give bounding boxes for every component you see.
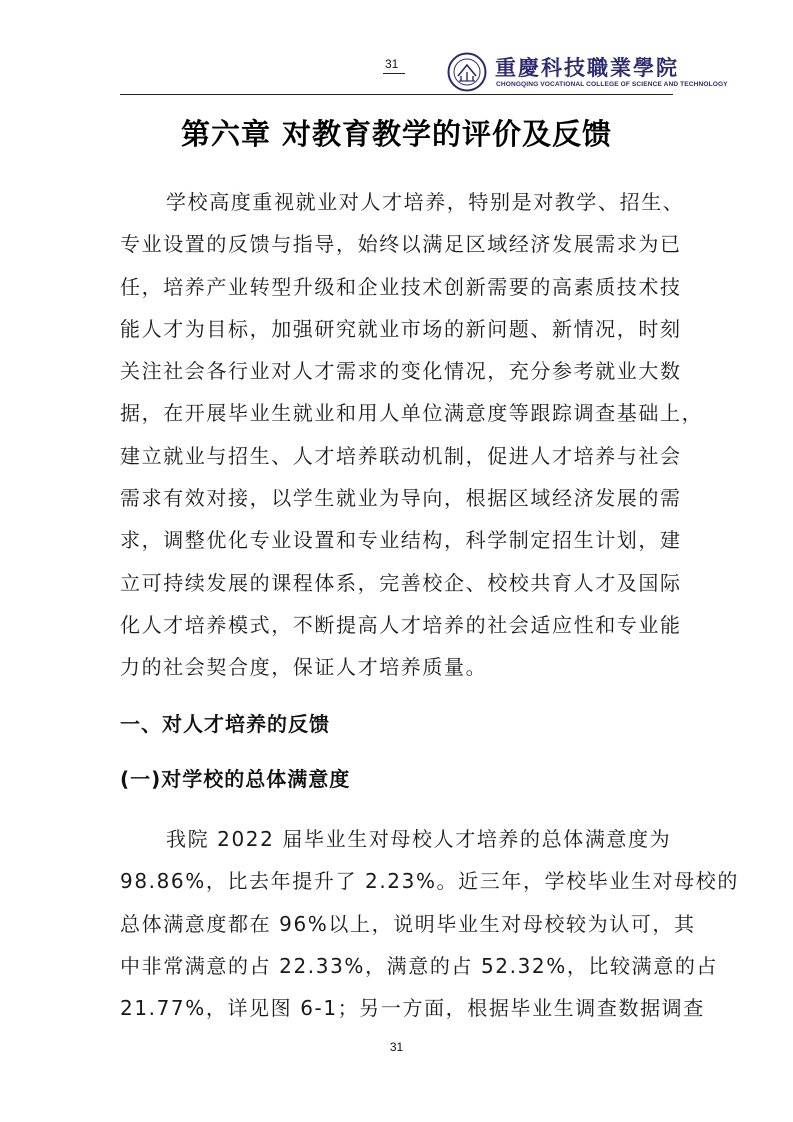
paragraph-line: 21.77%，详见图 6-1；另一方面，根据毕业生调查数据调查	[120, 996, 705, 1021]
paragraph-line: 需求有效对接，以学生就业为导向，根据区域经济发展的需	[120, 486, 682, 511]
paragraph-line: 求，调整优化专业设置和专业结构，科学制定招生计划，建	[120, 528, 682, 553]
subsection-heading: (一)对学校的总体满意度	[120, 767, 351, 791]
paragraph-line: 据，在开展毕业生就业和用人单位满意度等跟踪调查基础上，	[120, 401, 704, 426]
paragraph-line: 总体满意度都在 96%以上，说明毕业生对母校较为认可，其	[120, 911, 696, 936]
paragraph-line: 我院 2022 届毕业生对母校人才培养的总体满意度为	[166, 827, 672, 851]
paragraph-line: 关注社会各行业对人才需求的变化情况，充分参考就业大数	[120, 359, 682, 384]
intro-paragraph	[120, 181, 704, 689]
header-divider	[120, 94, 673, 95]
paragraph-line: 学校高度重视就业对人才培养，特别是对教学、招生、	[166, 190, 685, 214]
school-name-chinese: 重慶科技職業學院	[495, 55, 679, 80]
paragraph-line: 任，培养产业转型升级和企业技术创新需要的高素质技术技	[120, 274, 682, 299]
header-number-underline	[383, 73, 405, 74]
paragraph-line: 立可持续发展的课程体系，完善校企、校校共育人才及国际	[120, 570, 682, 595]
paragraph-line: 力的社会契合度，保证人才培养质量。	[120, 655, 488, 680]
college-seal-icon	[447, 52, 487, 92]
header-page-number: 31	[385, 57, 399, 71]
school-name-english: CHONGQING VOCATIONAL COLLEGE OF SCIENCE AND TECHNOLOGY	[496, 81, 728, 88]
paragraph-line: 建立就业与招生、人才培养联动机制，促进人才培养与社会	[120, 443, 682, 468]
paragraph-line: 化人才培养模式，不断提高人才培养的社会适应性和专业能	[120, 612, 682, 637]
paragraph-line: 能人才为目标，加强研究就业市场的新问题、新情况，时刻	[120, 316, 682, 341]
section-heading: 一、对人才培养的反馈	[120, 712, 330, 736]
footer-page-number: 31	[389, 1040, 404, 1054]
paragraph-line: 98.86%，比去年提升了 2.23%。近三年，学校毕业生对母校的	[120, 869, 739, 894]
paragraph-line: 专业设置的反馈与指导，始终以满足区域经济发展需求为已	[120, 232, 682, 257]
paragraph-line: 中非常满意的占 22.33%，满意的占 52.32%，比较满意的占	[120, 953, 719, 978]
chapter-title: 第六章 对教育教学的评价及反馈	[180, 117, 613, 151]
satisfaction-paragraph	[120, 818, 739, 1029]
